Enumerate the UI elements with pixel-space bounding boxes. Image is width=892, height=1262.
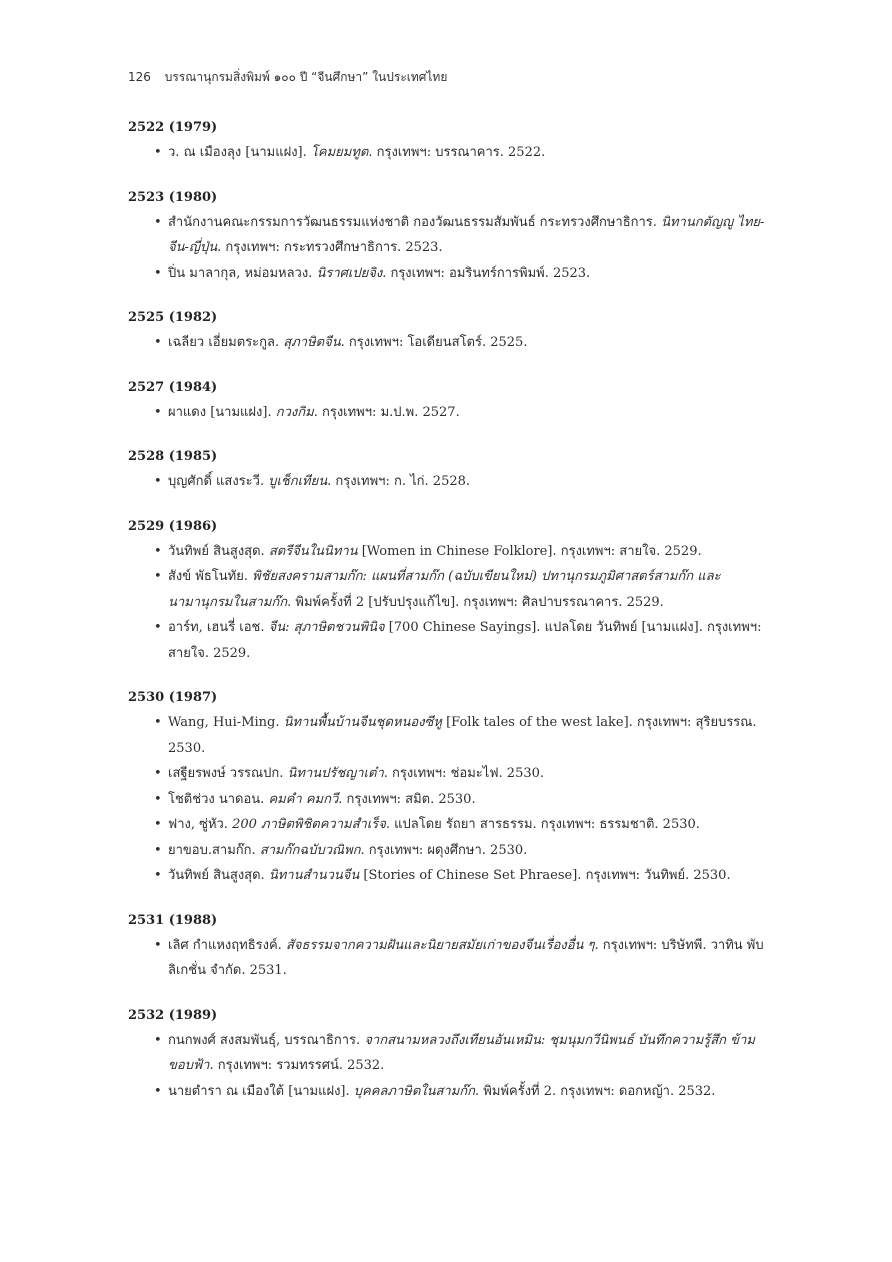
entry-title: สตรีจีนในนิทาน [268,543,358,559]
bibliography-entry [128,539,768,565]
bibliography-entry [128,761,768,787]
year-section [128,308,768,356]
entry-title: นิทานกตัญญู ไทย-จีน-ญี่ปุ่น [168,214,765,255]
entry-text: เสฐียรพงษ์ วรรณปก. [168,766,288,781]
bullet-icon: • [154,868,162,883]
bullet-icon: • [154,817,162,832]
entry-title: กวงกิม [275,404,314,420]
running-title: บรรณานุกรมสิ่งพิมพ์ ๑๐๐ ปี “จีนศึกษา” ในประเทศไทย [164,70,448,84]
entry-list [128,400,768,426]
entry-text: [Stories of Chinese Set Phraese]. กรุงเทพฯ: วันทิพย์. 2530. [359,868,731,883]
year-section [128,688,768,889]
entry-title: บุคคลภาษิตในสามก๊ก [353,1083,476,1099]
year-section [128,517,768,667]
entry-list [128,210,768,287]
entry-text: [700 Chinese Sayings]. แปลโดย วันทิพย์ [นามแฝง]. กรุงเทพฯ: สายใจ. 2529. [168,620,762,661]
entry-text: . กรุงเทพฯ: บรรณาคาร. 2522. [368,145,546,160]
entry-text: บุญศักดิ์ แสงระวี. [168,474,269,489]
year-heading: 2525 (1982) [128,310,218,325]
entry-text: สำนักงานคณะกรรมการวัฒนธรรมแห่งชาติ กองวัฒนธรรมสัมพันธ์ กระทรวงศึกษาธิการ. [168,214,662,230]
entry-list [128,1028,768,1105]
entry-title: นิทานพื้นบ้านจีนชุดหนองซีหู [283,715,442,730]
entry-text: วันทิพย์ สินสูงสุด. [168,543,269,559]
bibliography-entry [128,330,768,356]
entry-title: สามก๊กฉบับวณิพก [259,842,361,858]
bullet-icon: • [154,1032,162,1048]
entry-text: . กรุงเทพฯ: ก. ไก่. 2528. [327,474,471,489]
entry-text: อาร์ท, เฮนรี่ เอช. [168,620,269,635]
entry-text: ว. ณ เมืองลุง [นามแฝง]. [168,145,311,160]
bibliography-entry [128,838,768,864]
bibliography-entry [128,710,768,761]
entry-text: . กรุงเทพฯ: ช่อมะไฟ. 2530. [383,766,545,781]
entry-list [128,710,768,889]
bibliography-entry [128,210,768,261]
bullet-icon: • [154,335,162,350]
bibliography-entry [128,1028,768,1079]
bibliography-entry [128,787,768,813]
entry-list [128,140,768,166]
bibliography-entry [128,863,768,889]
entry-text: เฉลียว เอี่ยมตระกูล. [168,335,284,350]
entry-text: . กรุงเทพฯ: บริษัทพี. วาทิน พับลิเกชั่น จำกัด. 2531. [168,937,764,978]
year-section [128,378,768,426]
year-heading: 2522 (1979) [128,120,218,135]
entry-title: นิทานสำนวนจีน [268,868,360,883]
entry-text: ผาแดง [นามแฝง]. [168,404,276,420]
year-heading: 2531 (1988) [128,912,218,928]
entry-title: 200 ภาษิตพิชิตความสำเร็จ [232,817,386,832]
bullet-icon: • [154,569,162,584]
year-heading: 2532 (1989) [128,1007,218,1023]
entry-list [128,539,768,667]
entry-title: นิราศเปยจิง [316,265,383,281]
bullet-icon: • [154,842,162,858]
bibliography-list [128,118,768,1126]
entry-text: . กรุงเทพฯ: โอเดียนสโตร์. 2525. [340,335,528,350]
entry-title: จากสนามหลวงถึงเทียนอันเหมิน: ชุมนุมกวีนิพนธ์ บันทึกความรู้สึก ข้ามขอบฟ้า [168,1032,755,1073]
bullet-icon: • [154,715,162,730]
year-heading: 2529 (1986) [128,518,218,534]
bullet-icon: • [154,543,162,559]
bibliography-entry [128,400,768,426]
entry-text: โชติช่วง นาดอน. [168,791,269,807]
bullet-icon: • [154,265,162,281]
running-header [128,68,447,87]
bullet-icon: • [154,404,162,420]
year-heading: 2523 (1980) [128,189,218,205]
entry-title: จีน: สุภาษิตชวนพินิจ [268,620,385,635]
bibliography-entry [128,469,768,495]
entry-title: บูเช็กเทียน [268,474,328,489]
entry-text: . กรุงเทพฯ: รวมทรรศน์. 2532. [209,1058,385,1073]
bullet-icon: • [154,766,162,781]
bullet-icon: • [154,791,162,807]
bibliography-entry [128,140,768,166]
bibliography-entry [128,1079,768,1105]
entry-list [128,330,768,356]
entry-text: . พิมพ์ครั้งที่ 2. กรุงเทพฯ: ดอกหญ้า. 2532. [475,1083,716,1099]
entry-title: โคมยมทูต [310,145,369,160]
bibliography-entry [128,564,768,615]
entry-text: ฟาง, ซู่หัว. [168,817,233,832]
year-heading: 2527 (1984) [128,379,218,395]
entry-title: สัจธรรมจากความฝันและนิยายสมัยเก่าของจีนเรื่องอื่น ๆ [285,937,595,953]
entry-text: เลิศ กำแหงฤทธิรงค์. [168,937,286,953]
entry-text: . พิมพ์ครั้งที่ 2 [ปรับปรุงแก้ไข]. กรุงเทพฯ: ศิลปาบรรณาคาร. 2529. [287,594,664,610]
bibliography-entry [128,933,768,984]
entry-list [128,933,768,984]
entry-text: กนกพงศ์ สงสมพันธุ์, บรรณาธิการ. [168,1032,365,1048]
year-section [128,118,768,166]
year-heading: 2530 (1987) [128,690,218,705]
entry-title: นิทานปรัชญาเต๋า [287,766,384,781]
entry-text: วันทิพย์ สินสูงสุด. [168,868,269,883]
entry-text: . กรุงเทพฯ: ม.ป.พ. 2527. [313,404,460,420]
page-number: 126 [128,70,151,84]
bibliography-entry [128,812,768,838]
entry-text: [Folk tales of the west lake]. กรุงเทพฯ: สุริยบรรณ. 2530. [168,715,757,756]
entry-text: นายตำรา ณ เมืองใต้ [นามแฝง]. [168,1083,354,1099]
bibliography-entry [128,615,768,666]
entry-text: Wang, Hui-Ming. [168,715,284,730]
bullet-icon: • [154,937,162,953]
entry-text: ปิ่น มาลากุล, หม่อมหลวง. [168,265,317,281]
entry-text: . กรุงเทพฯ: อมรินทร์การพิมพ์. 2523. [382,265,591,281]
entry-text: . กรุงเทพฯ: สมิต. 2530. [338,791,476,807]
year-section [128,447,768,495]
bullet-icon: • [154,214,162,230]
bullet-icon: • [154,620,162,635]
entry-list [128,469,768,495]
bullet-icon: • [154,1083,162,1099]
entry-text: . แปลโดย รัถยา สารธรรม. กรุงเทพฯ: ธรรมชาติ. 2530. [385,817,700,832]
bibliography-entry [128,261,768,287]
entry-title: สุภาษิตจีน [283,335,341,350]
entry-text: . กรุงเทพฯ: กระทรวงศึกษาธิการ. 2523. [217,240,443,255]
entry-title: พิชัยสงครามสามก๊ก: แผนที่สามก๊ก (ฉบับเขียนใหม่) ปทานุกรมภูมิศาสตร์สามก๊ก และ นามานุกรมในสามก๊ก [168,569,721,610]
year-heading: 2528 (1985) [128,449,218,464]
entry-text: ยาขอบ.สามก๊ก. [168,842,260,858]
year-section [128,1006,768,1105]
year-section [128,188,768,287]
entry-text: [Women in Chinese Folklore]. กรุงเทพฯ: สายใจ. 2529. [357,543,702,559]
bullet-icon: • [154,145,162,160]
entry-text: . กรุงเทพฯ: ผดุงศึกษา. 2530. [360,842,528,858]
year-section [128,911,768,984]
entry-title: คมคำ คมกวี [268,791,339,807]
entry-text: สังข์ พัธโนทัย. [168,569,253,584]
bullet-icon: • [154,474,162,489]
